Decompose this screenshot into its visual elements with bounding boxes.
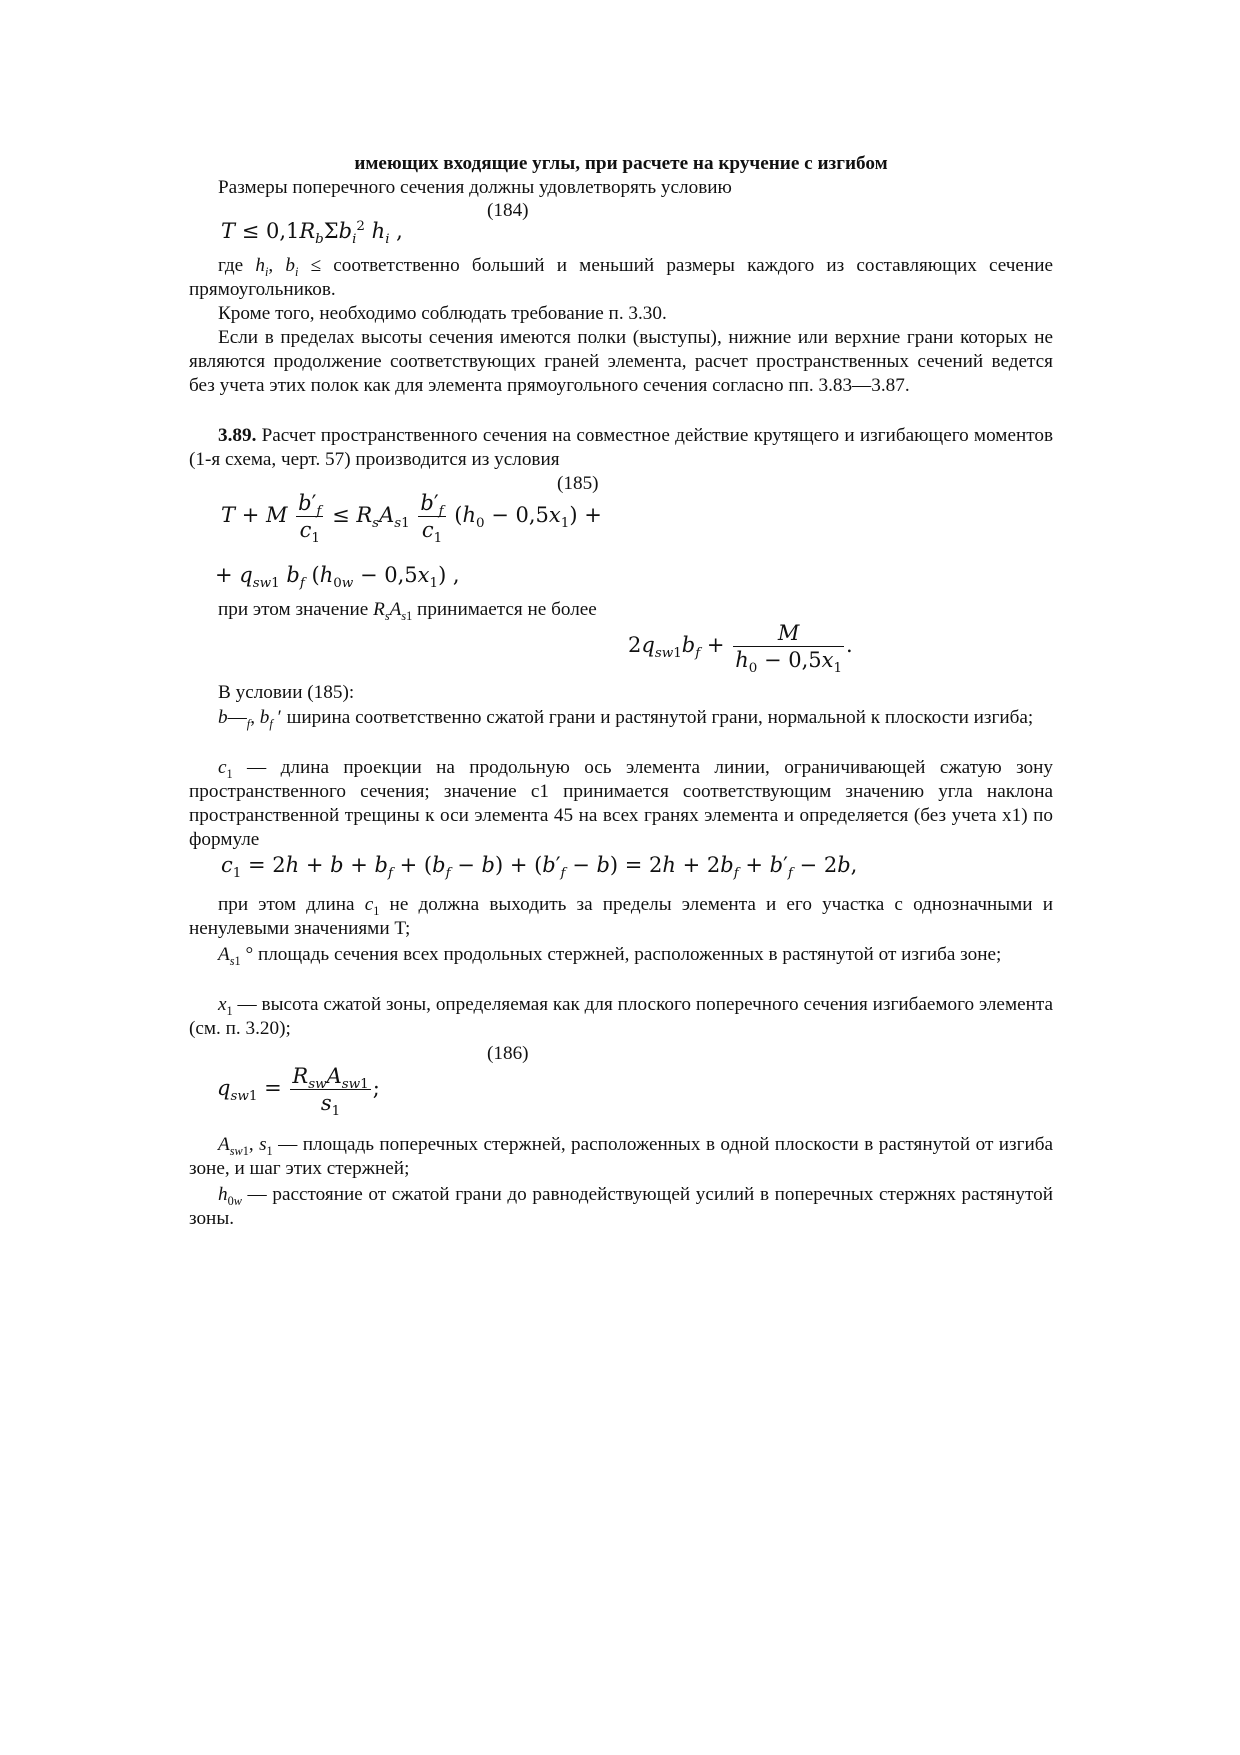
section-heading: имеющих входящие углы, при расчете на кручение с изгибом: [354, 153, 888, 174]
clause-389-number: 3.89.: [218, 425, 257, 446]
eq-184-formula: $T \le 0,1R_b\Sigma b_i^2$ $h_i$ ,: [221, 219, 403, 248]
where-hb-text: соответственно больший и меньший размеры каждого из составляющих сечение прямоугольников.: [189, 255, 1053, 300]
eq-185-line-1: T + M $\frac{b'_f}{c_1}$ ≤ $R_sA_{s1}$ $\frac{b'_f}{c_1}$ $(h_0 - 0,5x_1)$ +: [221, 491, 602, 547]
def-h0w-paragraph: $h_{0w}$ — расстояние от сжатой грани до равнодействующей усилий в поперечных стержнях растянутой зоны.: [189, 1184, 1053, 1229]
def-as1-paragraph: $A_{s1}$ ° площадь сечения всех продольных стержней, расположенных в растянутой от изгиба зоне;: [218, 944, 1002, 968]
def-h0w-text: расстояние от сжатой грани до равнодействующей усилий в поперечных стержнях растянутой зоны.: [189, 1184, 1053, 1229]
def-asw1-text: площадь поперечных стержней, расположенных в одной плоскости в растянутой от изгиба зоне, и шаг этих стержней;: [189, 1134, 1054, 1179]
clause-389-paragraph: [189, 424, 1053, 472]
def-asw1-paragraph: $A_{sw1}$, $s_1$ — площадь поперечных стержней, расположенных в одной плоскости в растянутой от изгиба зоне, и шаг этих стержней;: [189, 1134, 1054, 1179]
intro-text: Размеры поперечного сечения должны удовлетворять условию: [218, 177, 732, 198]
def-x1-paragraph: $x_1$ — высота сжатой зоны, определяемая как для плоского поперечного сечения изгибаемого элемента (см. п. 3.20);: [189, 994, 1054, 1039]
eq-184-number: (184): [487, 200, 529, 221]
rsas-limit-text: принимается не более: [417, 599, 597, 620]
rsas-limit-formula: $2q_{sw1}b_f$ + $\frac{M}{h_0 - 0,5x_1}$ .: [628, 621, 853, 677]
clause-389-text: Расчет пространственного сечения на совместное действие крутящего и изгибающего моментов (1-я схема, черт. 57) производится из условия: [189, 425, 1054, 470]
shelves-paragraph: Если в пределах высоты сечения имеются полки (выступы), нижние или верхние грани которых не являются продолжение соответствующих граней элемента, расчет пространственных сечений ведется без учета этих полок как для элемента прямоугольного сечения согласно пп. 3.83—3.87.: [189, 327, 1053, 396]
eq-186-number: (186): [487, 1043, 529, 1064]
where-hb-paragraph: где $h_i$, $b_i$ ≤ соответственно больший и меньший размеры каждого из составляющих сечение прямоугольников.: [189, 255, 1053, 300]
rsas-limit-paragraph: при этом значение $R_sA_{s1}$ принимается не более: [218, 599, 597, 623]
def-c1-text: длина проекции на продольную ось элемента линии, ограничивающей сжатую зону пространственного сечения; значение c1 принимается соответствующим значению угла наклона пространственной трещины к оси элемента 45 на всех гранях элемента и определяется (без учета x1) по формуле: [189, 757, 1054, 850]
in-condition-185: В условии (185):: [218, 682, 355, 703]
c1-limit-text: не должна выходить за пределы элемента и его участка с однозначными и ненулевыми значениями T;: [189, 894, 1053, 939]
c1-formula: $c_1 = 2h + b + b_f + (b_f - b) + (b'_f - b) = 2h + 2b_f + b'_f - 2b$,: [221, 853, 858, 882]
def-as1-text: площадь сечения всех продольных стержней, расположенных в растянутой от изгиба зоне;: [257, 944, 1002, 965]
requirement-330: Кроме того, необходимо соблюдать требование п. 3.30.: [218, 303, 667, 324]
def-x1-text: высота сжатой зоны, определяемая как для плоского поперечного сечения изгибаемого элемента (см. п. 3.20);: [189, 994, 1054, 1039]
c1-limit-paragraph: при этом длина $c_1$ не должна выходить за пределы элемента и его участка с однозначными и ненулевыми значениями T;: [189, 894, 1053, 939]
eq-185-number: (185): [557, 473, 599, 494]
def-bf-paragraph: $b—_f$, $b_f$ ′ ширина соответственно сжатой грани и растянутой грани, нормальной к плоскости изгиба;: [218, 707, 1034, 731]
def-c1-paragraph: $c_1$ — длина проекции на продольную ось элемента линии, ограничивающей сжатую зону пространственного сечения; значение c1 принимается соответствующим значению угла наклона пространственной трещины к оси элемента 45 на всех гранях элемента и определяется (без учета x1) по формуле: [189, 757, 1054, 850]
eq-185-line-2: + $q_{sw1}$ $b_f$ $(h_{0w} - 0,5x_1)$ ,: [215, 563, 460, 592]
def-bf-text: ширина соответственно сжатой грани и растянутой грани, нормальной к плоскости изгиба;: [286, 707, 1034, 728]
eq-186-formula: $q_{sw1}$ = $\frac{R_{sw}A_{sw1}}{s_1}$ ;: [217, 1064, 380, 1120]
